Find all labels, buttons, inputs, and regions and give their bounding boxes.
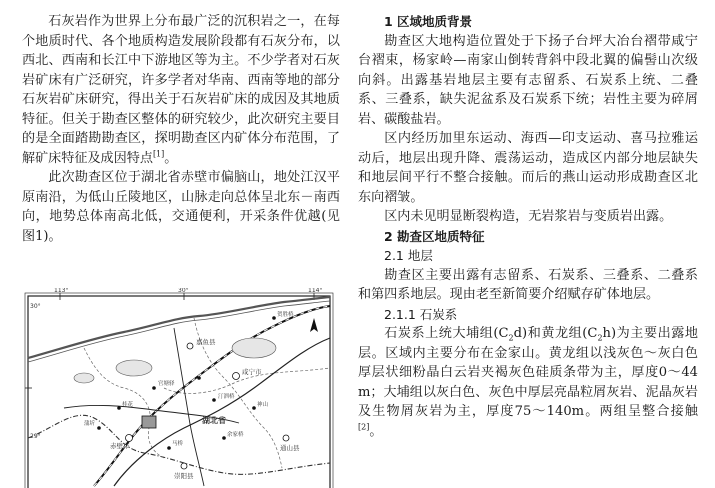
place-jiayu: 嘉鱼县 [196,338,216,346]
section-2-1-paragraph: 勘查区主要出露有志留系、石炭系、三叠系、二叠系和第四系地层。现由老至新简要介绍赋存矿体地层。 [358,267,698,302]
section-1-paragraph-1: 勘查区大地构造位置处于下扬子台坪大冶台褶带咸宁台褶束，杨家岭—南家山倒转背斜中段北翼的偏髻山次级向斜。出露基岩地层主要有志留系、石炭系上统、二叠系、三叠系，缺失泥盆系及石炭系下统；岩性主要为碎屑岩、碳酸盐岩。 [358,33,698,127]
place-hubei: 湖北省 [202,416,226,425]
place-guihua: 桂花 [122,402,134,408]
section-2-heading: 2 勘查区地质特征 [384,228,485,244]
location-paragraph: 此次勘查区位于湖北省赤壁市偏脑山，地处江汉平原南沿，为低山丘陵地区，山脉走向总体呈北东－南西向，地势总体南高北低，交通便利，开采条件优越(见图1)。 [22,170,340,244]
place-guantangyi: 官塘驿 [158,381,175,387]
right-column [358,0,698,441]
citation-ref[interactable]: [1] [152,149,165,159]
left-column [22,0,340,246]
place-puqi: 蒲圻 [84,421,96,427]
section-1-paragraph-2: 区内经历加里东运动、海西—印支运动、喜马拉雅运动后，地层出现升降、震荡运动，造成区内部分地层缺失和地层间平行不整合接触。而后的燕山运动形成勘查区北东向褶皱。 [358,131,698,205]
intro-paragraph: 石灰岩作为世界上分布最广泛的沉积岩之一，在每个地质时代、各个地质构造发展阶段都有石灰分布，以西北、西南和长江中下游地区等为主。不少学者对石灰岩矿床有广泛研究，许多学者对华南、西南等地的部分石灰岩矿床研究，得出关于石灰岩矿床的成因及其地质特征。但关于勘查区整体的研究较少，此次研究主要目的是全面踏勘勘查区，探明勘查区内矿体分布范围，了解矿床特征及成因特点[1]。 [22,14,340,166]
section-2-1-heading: 2.1 地层 [384,248,433,263]
lon-label-113: 113° [54,288,69,294]
section-1-heading: 1 区域地质背景 [384,14,473,29]
section-2-1-1-heading: 2.1.1 石炭系 [384,306,458,322]
place-yujiaqiao: 余家桥 [227,432,244,438]
lake-1 [116,360,152,376]
place-xianning: 咸宁市 [242,368,262,376]
place-tongshan: 通山县 [280,444,300,452]
lake-3 [74,373,94,383]
map-svg [24,288,334,488]
section-1-paragraph-3: 区内未见明显断裂构造，无岩浆岩与变质岩出露。 [384,209,673,224]
geology-location-map [24,288,334,488]
lat-label-29: 29° [30,433,41,440]
survey-area-marker [142,416,156,428]
place-chongyang: 崇阳县 [174,472,194,480]
lat-label-30: 30° [30,303,41,310]
place-tingsiqiao: 汀泗桥 [218,394,235,400]
place-heshengqiao: 贺胜桥 [277,312,294,318]
lake-2 [232,338,276,358]
citation-ref[interactable]: [2] [358,422,370,432]
place-shenshan: 神山 [257,402,269,408]
section-2-1-1-paragraph: 石炭系上统大埔组$(C_2d)$和黄龙组$(C_2h)$为主要出露地层。区域内主要分布在金家山。黄龙组以浅灰色～灰白色厚层状细粉晶白云岩夹褐灰色硅质条带为主，厚度0～44m；大埔组以灰白色、灰色中厚层亮晶粒屑灰岩、泥晶灰岩及生物屑灰岩为主，厚度75～140m。两组呈整合接触[2]。 [358,326,698,439]
lon-label-30: 30° [178,288,189,294]
place-chibi: 赤壁市 [110,442,130,450]
place-maqiao: 马桥 [172,441,184,447]
lon-label-114: 114° [308,288,323,294]
